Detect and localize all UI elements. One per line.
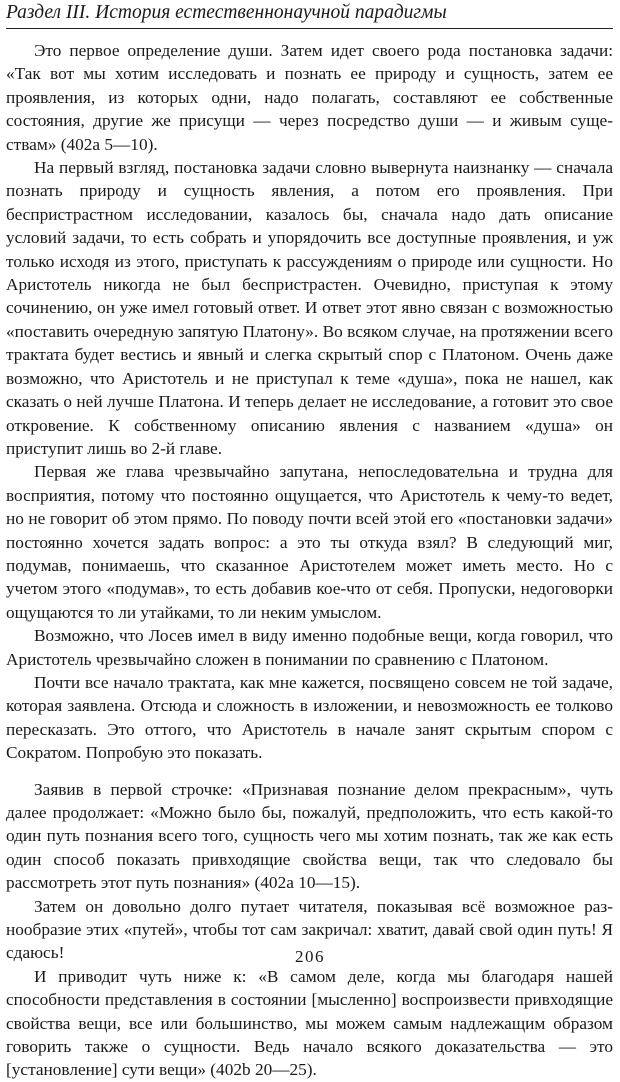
paragraph: Почти все начало трактата, как мне кажется, посвящено совсем не той задаче, которая заявлена. Отсюда и сложность в изложении, и невозможность ее толково пересказать. Это оттого, что Аристотель в начале занят скрытым спором с Сократом. Попробую это показать. bbox=[6, 672, 613, 763]
paragraph: Заявив в первой строчке: «Признавая познание делом прекрасным», чуть далее продолжает: «Можно было бы, пожалуй, предположить, что есть какой-то один путь познания всего того, сущность чего мы хотим познать, так же как есть один способ показать привходящие свойства вещи, так что следовало бы рассмотреть этот путь познания» (402а 10—15). bbox=[6, 779, 613, 893]
paragraph: На первый взгляд, постановка задачи словно вывернута наизнанку — сначала познать природу и сущность явления, а потом его проявления. При беспристрастном исследовании, казалось бы, сначала надо дать описание условий задачи, то есть собрать и упорядочить все доступные проявления, и уж только исходя из этого, приступать к рассуждениям о природе или сущности. Но Аристотель никогда не был беспристрастен. Очевидно, приступая к этому сочинению, он уже имел готовый ответ. И ответ этот явно связан с возможностью «поставить очередную запятую Платону». Во всяком случае, на протяжении всего трактата будет вестись и явный и слегка скрытый спор с Платоном. Очень даже возможно, что Аристотель и не приступал к теме «душа», пока не нашел, как сказать о ней лучше Платона. И теперь делает не исследование, а готовит это свое откровение. К собственному описанию явления с названием «душа» он приступит лишь во 2-й главе. bbox=[6, 158, 613, 458]
paragraph: Затем он довольно долго путает читателя, показывая всё возможное разнообразие этих «путей», чтобы тот сам закричал: хватит, давай свой один путь! Я сдаюсь! bbox=[6, 896, 613, 963]
body-text bbox=[6, 39, 613, 1082]
running-head: Раздел III. История естественнонаучной парадигмы bbox=[6, 2, 447, 23]
paragraph: Возможно, что Лосев имел в виду именно подобные вещи, когда говорил, что Аристотель чрезвычайно сложен в понимании по сравнению с Платоном. bbox=[6, 626, 613, 669]
header-rule bbox=[6, 28, 613, 29]
paragraph: Первая же глава чрезвычайно запутана, непоследовательна и трудна для восприятия, потому что постоянно ощущается, что Аристотель к чему-то ведет, но не говорит об этом прямо. По поводу почти всей этой его «постановки задачи» постоянно хочется задать вопрос: а это ты откуда взял? В следующий миг, подумав, понимаешь, что сказанное Аристотелем может иметь место. Но с учетом этого «подумав», то есть добавив кое-что от себя. Пропуски, недоговорки ощущаются то ли утайками, то ли неким умыслом. bbox=[6, 462, 613, 622]
page-number: 206 bbox=[295, 947, 325, 966]
paragraph: И приводит чуть ниже к: «В самом деле, когда мы благодаря нашей способности представления в состоянии [мысленно] воспроизвести привходящие свойства вещи, все или большинство, мы можем самым надлежащим образом говорить также о сущности. Ведь начало всякого доказательства — это [установление] сути вещи» (402b 20—25). bbox=[6, 966, 613, 1080]
paragraph: Это первое определение души. Затем идет своего рода постановка задачи: «Так вот мы хотим исследовать и познать ее природу и сущность, затем ее проявления, из которых одни, надо полагать, составляют ее собственные состояния, другие же присущи — через посредство души — и живым существам» (402а 5—10). bbox=[6, 41, 613, 154]
